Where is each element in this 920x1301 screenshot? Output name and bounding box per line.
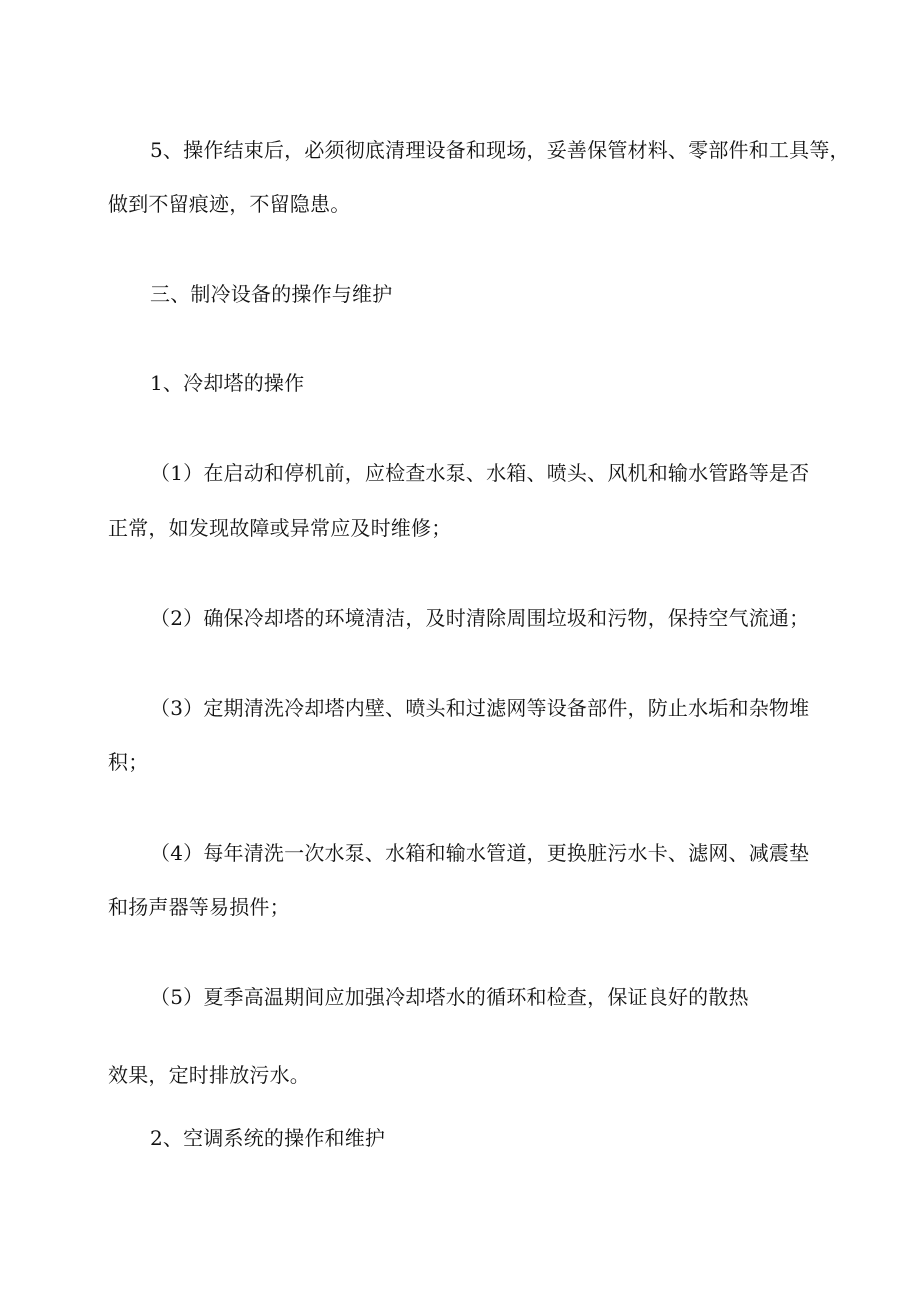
item-4-line-2: 和扬声器等易损件； (108, 895, 290, 919)
paragraph-5-line-2: 做到不留痕迹，不留隐患。 (108, 192, 351, 216)
subsection-heading-cooling-tower: 1、冷却塔的操作 (150, 371, 305, 395)
item-5-line-1: （5）夏季高温期间应加强冷却塔水的循环和检查，保证良好的散热 (150, 985, 749, 1009)
item-3-line-1: （3）定期清洗冷却塔内壁、喷头和过滤网等设备部件，防止水垢和杂物堆 (150, 696, 810, 720)
item-5-line-2: 效果，定时排放污水。 (108, 1063, 310, 1087)
subsection-heading-air-conditioning: 2、空调系统的操作和维护 (150, 1126, 386, 1150)
item-1-line-1: （1）在启动和停机前，应检查水泵、水箱、喷头、风机和输水管路等是否 (150, 461, 810, 485)
item-1-line-2: 正常，如发现故障或异常应及时维修； (108, 516, 452, 540)
item-4-line-1: （4）每年清洗一次水泵、水箱和输水管道，更换脏污水卡、滤网、减震垫 (150, 841, 810, 865)
item-2-line-1: （2）确保冷却塔的环境清洁，及时清除周围垃圾和污物，保持空气流通； (150, 606, 810, 630)
paragraph-5-line-1: 5、操作结束后，必须彻底清理设备和现场，妥善保管材料、零部件和工具等， (150, 138, 850, 162)
section-heading-refrigeration: 三、制冷设备的操作与维护 (150, 282, 393, 306)
item-3-line-2: 积； (108, 750, 149, 774)
